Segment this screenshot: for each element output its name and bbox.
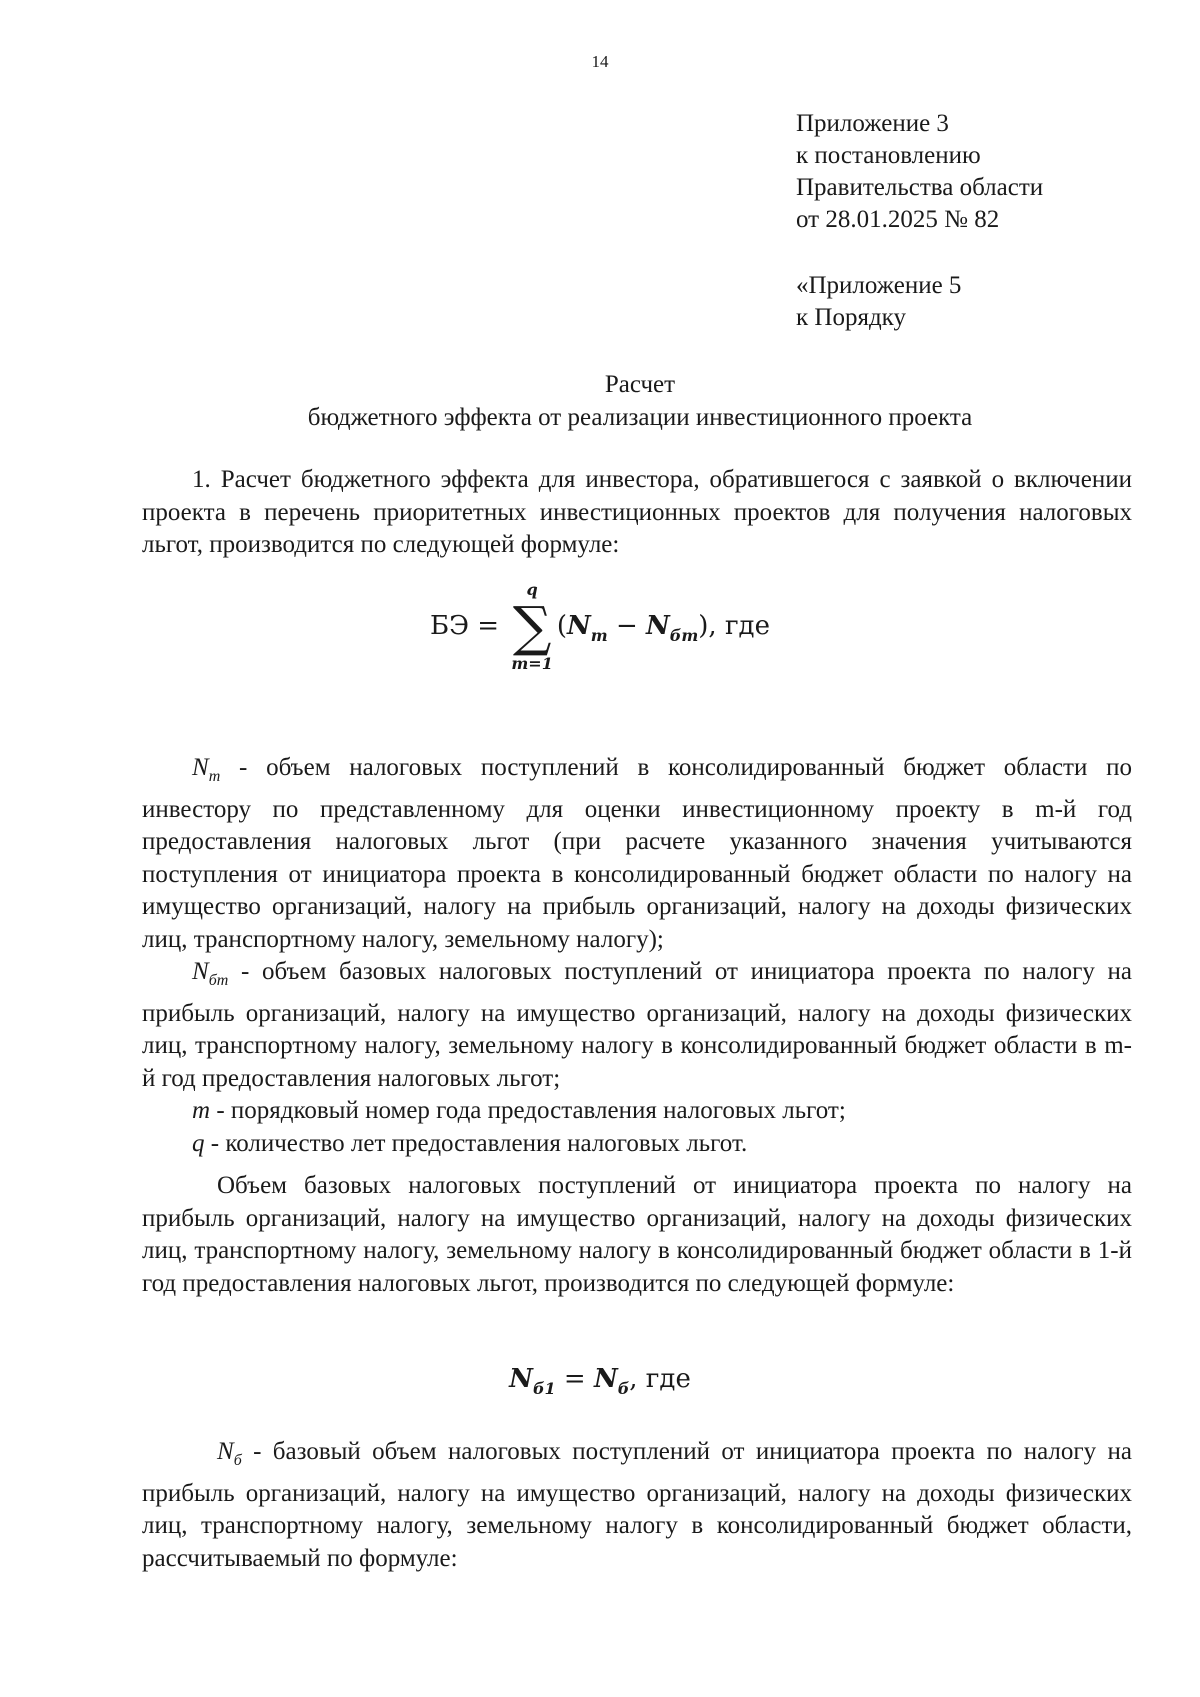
- symbol: N: [192, 754, 209, 781]
- symbol-subscript: m: [208, 768, 221, 785]
- paragraph-text: Объем базовых налоговых поступлений от инициатора проекта по налогу на прибыль организаций, налогу на имущество организаций, налогу на доходы физических лиц, транспортному налогу, земельному налогу в консолидированный бюджет области в 1-й год предоставления налоговых льгот, производится по следующей формуле:: [142, 1172, 1132, 1297]
- formula-equals: =: [555, 1364, 594, 1394]
- formula-term: N: [593, 1364, 618, 1394]
- approval-line: Правительства области: [796, 174, 1044, 201]
- definitions-block: [142, 752, 1132, 1160]
- definition-nb: [142, 1436, 1132, 1575]
- paragraph-2: [142, 1170, 1132, 1300]
- title-line: бюджетного эффекта от реализации инвестиционного проекта: [307, 404, 973, 431]
- appendix-line: к Порядку: [796, 304, 906, 331]
- definition-text: - порядковый номер года предоставления налоговых льгот;: [210, 1097, 846, 1124]
- formula-subscript: б1: [532, 1379, 556, 1398]
- symbol: N: [192, 958, 209, 985]
- definition-text: - количество лет предоставления налоговых льгот.: [204, 1129, 748, 1157]
- definition-nbm: [142, 956, 1132, 1095]
- approval-block: [796, 108, 1043, 236]
- formula-budget-effect: [0, 580, 1200, 674]
- formula-base-revenue: [0, 1364, 1200, 1398]
- definition-m: [142, 1095, 1132, 1128]
- appendix-reference: [796, 270, 961, 334]
- symbol-subscript: бm: [208, 972, 229, 989]
- formula-term: N: [566, 611, 591, 641]
- paragraph-text: 1. Расчет бюджетного эффекта для инвестора, обратившегося с заявкой о включении проекта в перечень приоритетных инвестиционных проектов для получения налоговых льгот, производится по следующей формуле:: [142, 466, 1132, 558]
- sum-operator: [511, 580, 552, 674]
- document-title: [0, 368, 1200, 434]
- formula-tail: , где: [629, 1364, 691, 1394]
- formula-term: N: [509, 1364, 533, 1394]
- symbol-subscript: б: [233, 1452, 242, 1469]
- formula-subscript: m: [590, 626, 608, 645]
- formula-paren: (: [556, 611, 567, 641]
- formula-tail: ), где: [698, 611, 770, 641]
- sigma-icon: ∑: [512, 595, 552, 658]
- definition-text: - объем базовых налоговых поступлений от инициатора проекта по налогу на прибыль организаций, налогу на имущество организаций, налогу на доходы физических лиц, транспортному налогу, земельному налогу в консолидированный бюджет области в m-й год предоставления налоговых льгот;: [142, 958, 1132, 1092]
- definition-q: [142, 1128, 1132, 1161]
- approval-line: Приложение 3: [796, 110, 949, 137]
- title-line: Расчет: [604, 371, 676, 398]
- definition-text: - объем налоговых поступлений в консолидированный бюджет области по инвестору по представленному для оценки инвестиционному проекту в m-й год предоставления налоговых льгот (при расчете указанного значения учитываются поступления от инициатора проекта в консолидированный бюджет области по налогу на имущество организаций, налогу на прибыль организаций, налогу на доходы физических лиц, транспортному налогу, земельному налогу);: [142, 754, 1132, 953]
- approval-date-line: от 28.01.2025 № 82: [796, 206, 1000, 233]
- definition-nb-block: [142, 1436, 1132, 1575]
- definition-text: - базовый объем налоговых поступлений от инициатора проекта по налогу на прибыль организаций, налогу на имущество организаций, налогу на доходы физических лиц, транспортному налогу, земельному налогу в консолидированный бюджет области, рассчитываемый по формуле:: [142, 1438, 1132, 1572]
- symbol: q: [192, 1129, 205, 1157]
- definition-nm: [142, 752, 1132, 956]
- formula-subscript: б: [617, 1379, 630, 1398]
- formula-minus: −: [607, 611, 647, 641]
- sum-lower-limit: m=1: [511, 654, 553, 673]
- formula-subscript: бm: [669, 626, 699, 645]
- sum-upper-limit: q: [526, 580, 538, 599]
- approval-line: к постановлению: [796, 142, 981, 169]
- symbol: m: [192, 1097, 211, 1124]
- appendix-line: «Приложение 5: [796, 272, 962, 299]
- formula-lhs: БЭ =: [430, 611, 500, 641]
- paragraph-1: [142, 464, 1132, 562]
- page-number: 14: [591, 52, 609, 71]
- formula-term: N: [646, 611, 670, 641]
- symbol: N: [217, 1438, 234, 1465]
